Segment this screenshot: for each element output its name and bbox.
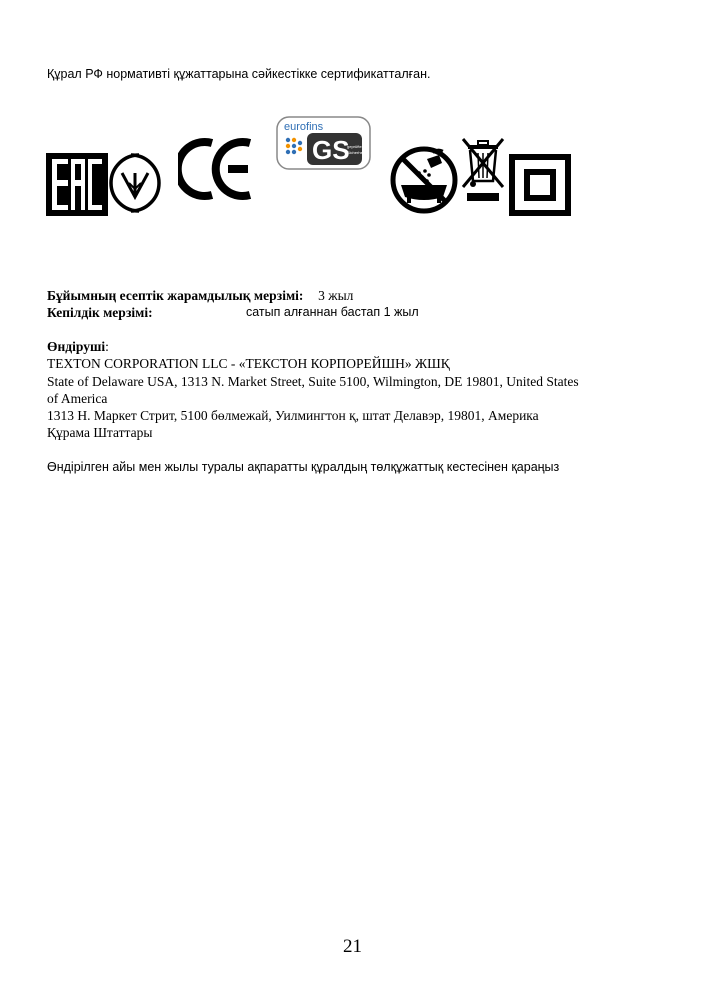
manufacturer-heading — [47, 338, 109, 355]
eac-logo-icon — [46, 153, 108, 216]
warranty-value: сатып алғаннан бастап 1 жыл — [246, 305, 419, 319]
production-date-note: Өндірілген айы мен жылы туралы ақпаратты құралдың төлқұжаттық кестесінен қараңыз — [47, 460, 560, 474]
manufacturer-label: Өндіруші — [47, 339, 106, 354]
double-insulation-icon — [509, 154, 571, 216]
manufacturer-address-en-line2: of America — [47, 391, 108, 406]
manufacturer-address-en-line1: State of Delaware USA, 1313 N. Market Street, Suite 5100, Wilmington, DE 19801, United States — [47, 374, 579, 389]
manufacturer-address-kk-line1: 1313 Н. Маркет Стрит, 5100 бөлмежай, Уилмингтон қ, штат Делавэр, 19801, Америка — [47, 408, 539, 423]
ce-mark-icon — [178, 137, 258, 201]
gs-mark-text: GS — [312, 135, 350, 165]
no-water-warning-icon — [389, 145, 459, 215]
manufacturer-address-kk-line2: Құрама Штаттары — [47, 425, 153, 440]
ukr-conformity-mark-icon — [109, 151, 161, 215]
eurofins-brand-text: eurofins — [284, 121, 324, 133]
certification-intro: Құрал РФ нормативті құжаттарына сәйкестікке сертификатталған. — [47, 67, 431, 81]
shelf-life-value: 3 жыл — [318, 288, 354, 303]
shelf-life-row — [47, 287, 353, 304]
gs-caption-1: geprüfte — [347, 144, 362, 149]
weee-bin-icon — [459, 135, 507, 211]
shelf-life-label: Бұйымның есептік жарамдылық мерзімі: — [47, 288, 304, 303]
page-number: 21 — [343, 936, 362, 957]
manufacturer-colon: : — [105, 339, 109, 354]
eurofins-gs-mark-icon — [276, 116, 371, 170]
warranty-label: Кепілдік мерзімі: — [47, 305, 153, 320]
manufacturer-name: TEXTON CORPORATION LLC - «ТЕКСТОН КОРПОРЕЙШН» ЖШҚ — [47, 356, 450, 371]
gs-caption-2: Sicherheit — [347, 150, 365, 155]
